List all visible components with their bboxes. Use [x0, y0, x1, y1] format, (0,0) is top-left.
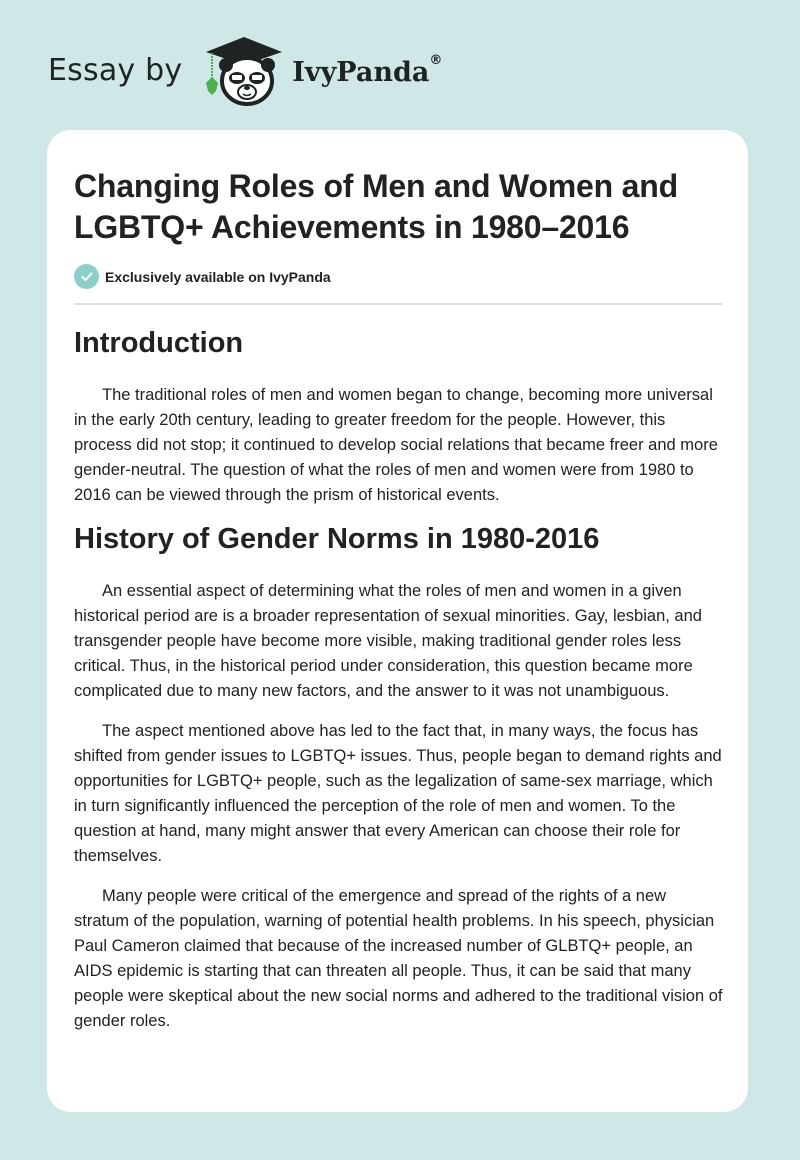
- section-heading-introduction: Introduction: [74, 327, 244, 359]
- paragraph: An essential aspect of determining what the roles of men and women in a given historical period are is a broader representation of sexual minorities. Gay, lesbian, and transgender people have become more visible, making traditional gender roles less critical. Thus, in the historical period under consideration, this question became more complicated due to many new factors, and the answer to it was not unambiguous.: [74, 582, 702, 700]
- essay-title: Changing Roles of Men and Women and LGBTQ+ Achievements in 1980–2016: [74, 168, 678, 245]
- title-divider: [74, 303, 722, 305]
- exclusive-badge-text: Exclusively available on IvyPanda: [105, 268, 331, 285]
- check-circle-icon: [74, 264, 99, 289]
- essay-body: [74, 325, 724, 1034]
- section-heading-history: History of Gender Norms in 1980-2016: [74, 523, 600, 555]
- site-header-brand[interactable]: [48, 36, 442, 106]
- paragraph: Many people were critical of the emergence and spread of the rights of a new stratum of the population, warning of potential health problems. In his speech, physician Paul Cameron claimed that because of the increased number of GLBTQ+ people, an AIDS epidemic is starting that can threaten all people. Thus, it can be said that many people were skeptical about the new social norms and adhered to the traditional vision of gender roles.: [74, 887, 723, 1030]
- essay-card: [47, 130, 748, 1112]
- paragraph: The aspect mentioned above has led to the fact that, in many ways, the focus has shifted from gender issues to LGBTQ+ issues. Thus, people began to demand rights and opportunities for LGBTQ+ people, such as the legalization of same-sex marriage, which in turn significantly influenced the perception of the role of men and women. To the question at hand, many might answer that every American can choose their role for themselves.: [74, 722, 722, 865]
- panda-graduation-cap-icon: [202, 35, 286, 107]
- exclusive-badge: [74, 264, 331, 289]
- brand-name: IvyPanda®: [292, 52, 443, 88]
- paragraph: The traditional roles of men and women began to change, becoming more universal in the early 20th century, leading to greater freedom for the people. However, this process did not stop; it continued to develop social relations that became freer and more gender-neutral. The question of what the roles of men and women were from 1980 to 2016 can be viewed through the prism of historical events.: [74, 386, 718, 504]
- essay-by-label: Essay by: [48, 52, 183, 88]
